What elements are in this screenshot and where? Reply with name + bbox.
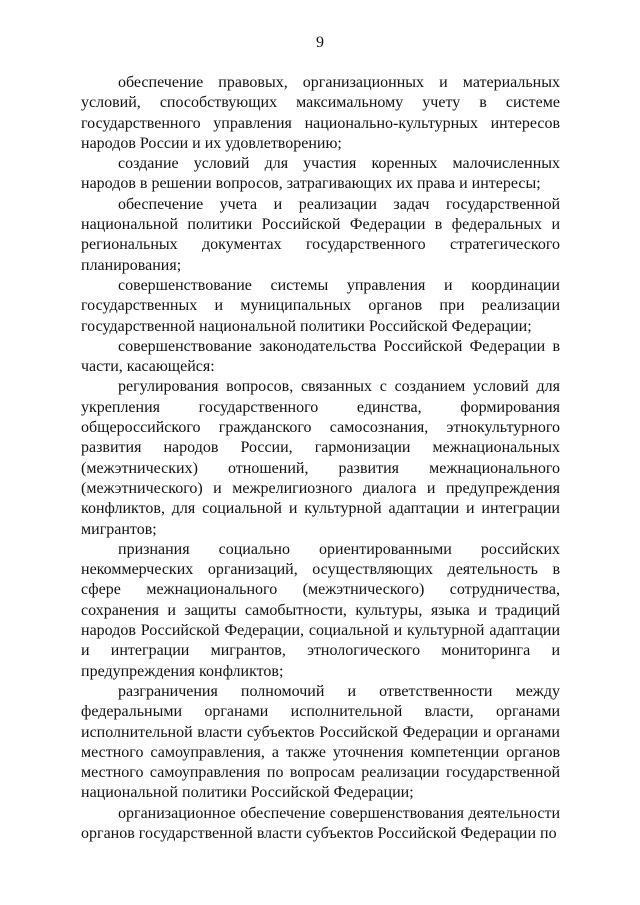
paragraph: регулирования вопросов, связанных с созданием условий для укрепления государственного единства, формирования общероссийского гражданского самосознания, этнокультурного развития народов России, гармонизации межнациональных (межэтнических) отношений, развития межнационального (межэтнического) и межрелигиозного диалога и предупреждения конфликтов, для социальной и культурной адаптации и интеграции мигрантов;: [81, 378, 560, 538]
paragraph: разграничения полномочий и ответственности между федеральными органами исполнительной власти, органами исполнительной власти субъектов Российской Федерации и органами местного самоуправления, а также уточнения компетенции органов местного самоуправления по вопросам реализации государственной национальной политики Российской Федерации;: [81, 682, 560, 802]
paragraph: совершенствование законодательства Российской Федерации в части, касающейся:: [81, 337, 560, 376]
paragraph: признания социально ориентированными российских некоммерческих организаций, осуществляющих деятельность в сфере межнационального (межэтнического) сотрудничества, сохранения и защиты самобытности, культуры, языка и традиций народов Российской Федерации, социальной и культурной адаптации и интеграции мигрантов, этнологического мониторинга и предупреждения конфликтов;: [81, 540, 560, 680]
page-number: 9: [316, 34, 324, 51]
paragraph: совершенствование системы управления и координации государственных и муниципальных органов при реализации государственной национальной политики Российской Федерации;: [81, 276, 560, 335]
document-body: [81, 73, 560, 844]
paragraph: создание условий для участия коренных малочисленных народов в решении вопросов, затрагивающих их права и интересы;: [81, 155, 560, 193]
paragraph: обеспечение учета и реализации задач государственной национальной политики Российской Федерации в федеральных и региональных документах государственного стратегического планирования;: [81, 195, 560, 274]
paragraph: организационное обеспечение совершенствования деятельности органов государственной власти субъектов Российской Федерации по: [81, 804, 560, 842]
paragraph: обеспечение правовых, организационных и материальных условий, способствующих максимальному учету в системе государственного управления национально-культурных интересов народов России и их удовлетворению;: [81, 74, 560, 152]
